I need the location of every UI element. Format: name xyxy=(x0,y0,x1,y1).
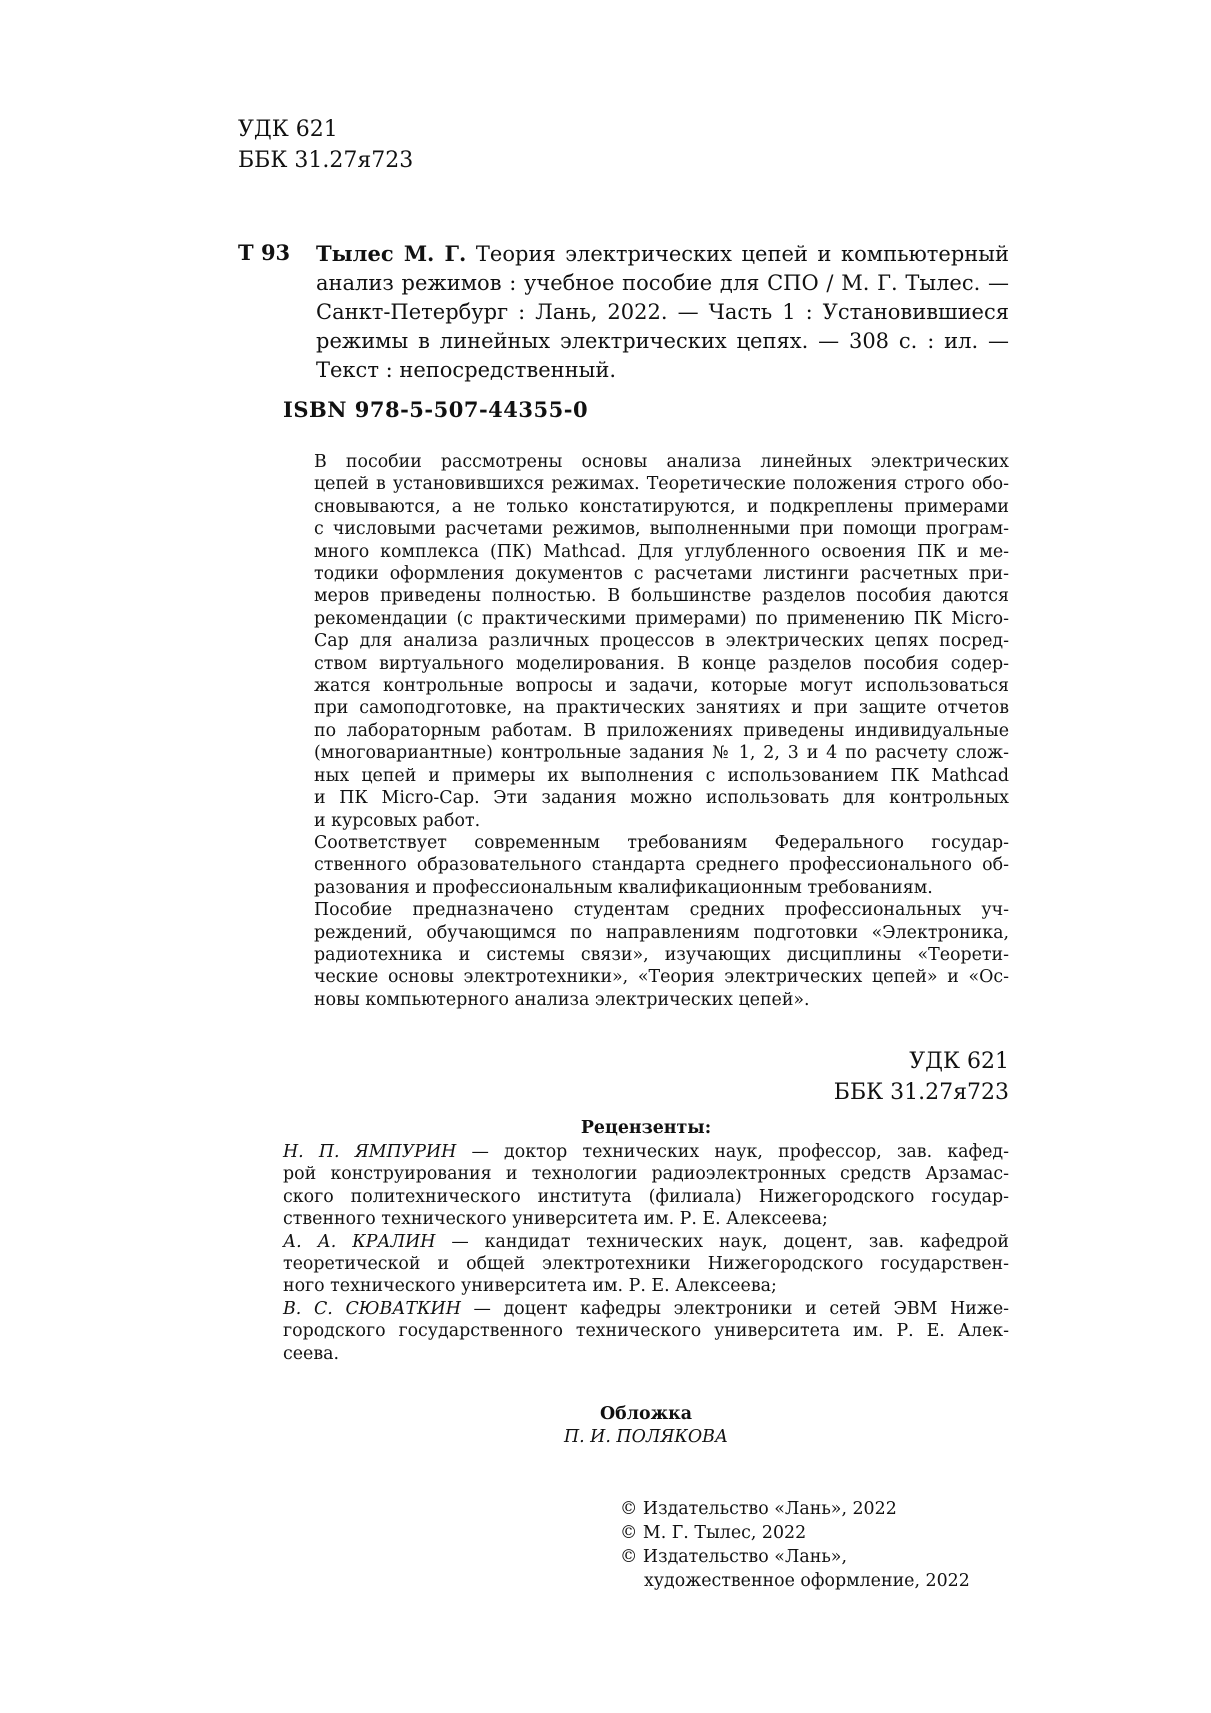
abstract xyxy=(283,451,1009,1011)
biblio-line-3: Санкт-Петербург : Лань, 2022. — Часть 1 : Установившиеся xyxy=(316,300,1009,324)
reviewer-1: Н. П. ЯМПУРИН — доктор технических наук, профессор, зав. кафед- xyxy=(283,1142,1009,1162)
reviewers-heading: Рецензенты: xyxy=(580,1118,712,1138)
biblio-line-1: Тылес М. Г. Теория электрических цепей и компьютерный xyxy=(316,241,1009,266)
author-name: Тылес М. Г. xyxy=(316,241,467,266)
abstract-paragraph-1: В пособии рассмотрены основы анализа линейных электрических цепей в установившихся режимах. Теоретические положения строго обо- сновываются, а не только констатируются, и подкреплены примерами с числовыми расчетами режимов, выполненными при помощи програм- много комплекса (ПК) Mathcad. Для углубленного освоения ПК и ме- тодики оформления документов с расчетами листинги расчетных при- меров приведены полностью. В большинстве разделов пособия даются рекомендации (с практическими примерами) по применению ПК Micro- Cap для анализа различных процессов в электрических цепях посред- ством виртуального моделирования. В конце разделов пособия содер- жатся контрольные вопросы и задачи, которые могут использоваться при самоподготовке, на практических занятиях и при защите отчетов по лабораторным работам. В приложениях приведены индивидуальные (многовариантные) контрольные задания № 1, 2, 3 и 4 по расчету слож- ных цепей и примеры их выполнения с использованием ПК Mathcad и ПК Micro-Cap. Эти задания можно использовать для контрольных и курсовых работ. xyxy=(314,452,1009,831)
isbn: ISBN 978-5-507-44355-0 xyxy=(283,397,589,422)
biblio-line-2: анализ режимов : учебное пособие для СПО / М. Г. Тылес. — xyxy=(316,271,1009,295)
cover-designer: П. И. ПОЛЯКОВА xyxy=(563,1427,729,1447)
abstract-paragraph-3: Пособие предназначено студентам средних профессиональных уч- реждений, обучающимся по направлениям подготовки «Электроника, радиотехника и системы связи», изучающих дисциплины «Теорети- ческие основы электротехники», «Теория электрических цепей» и «Ос- новы компьютерного анализа электрических цепей». xyxy=(314,900,1009,1010)
author-sign: Т 93 xyxy=(238,240,291,265)
bbk-code: ББК 31.27я723 xyxy=(238,148,414,173)
copyright-block xyxy=(620,1497,970,1593)
bibliographic-record xyxy=(316,239,1009,385)
copyright-line: художественное оформление, 2022 xyxy=(644,1571,970,1591)
udk-top-block xyxy=(238,114,413,176)
copyright-line: © М. Г. Тылес, 2022 xyxy=(620,1523,807,1543)
reviewers-list: Н. П. ЯМПУРИН — доктор технических наук, профессор, зав. кафед- рой конструирования и технологии радиоэлектронных средств Арзамас- ского политехнического института (филиала) Нижегородского государ- ственного технического университета им. Р. Е. Алексеева; А. А. КРАЛИН — кандидат технических наук, доцент, зав. кафедрой теоретической и общей электротехники Нижегородского государствен- ного технического университета им. Р. Е. Алексеева; В. С. СЮВАТКИН — доцент кафедры электроники и сетей ЭВМ Ниже- городского государственного технического университета им. Р. Е. Алек- сеева. xyxy=(283,1142,1009,1364)
copyright-line: © Издательство «Лань», xyxy=(620,1547,847,1567)
cover-heading: Обложка xyxy=(600,1404,692,1424)
udk-code-bottom: УДК 621 xyxy=(909,1049,1009,1074)
abstract-paragraph-2: Соответствует современным требованиям Федерального государ- ственного образовательного стандарта среднего профессионального об- разования и профессиональным квалификационным требованиям. xyxy=(314,832,1009,898)
bbk-code-bottom: ББК 31.27я723 xyxy=(833,1080,1009,1105)
udk-bottom-block xyxy=(834,1046,1009,1108)
reviewer-3: В. С. СЮВАТКИН — доцент кафедры электроники и сетей ЭВМ Ниже- xyxy=(283,1298,1009,1319)
udk-code: УДК 621 xyxy=(238,117,338,142)
biblio-line-4: режимы в линейных электрических цепях. — 308 с. : ил. — xyxy=(316,329,1009,353)
copyright-line: © Издательство «Лань», 2022 xyxy=(620,1499,897,1519)
biblio-line-5: Текст : непосредственный. xyxy=(316,358,616,382)
reviewer-2: А. А. КРАЛИН — кандидат технических наук, доцент, зав. кафедрой xyxy=(283,1231,1009,1252)
